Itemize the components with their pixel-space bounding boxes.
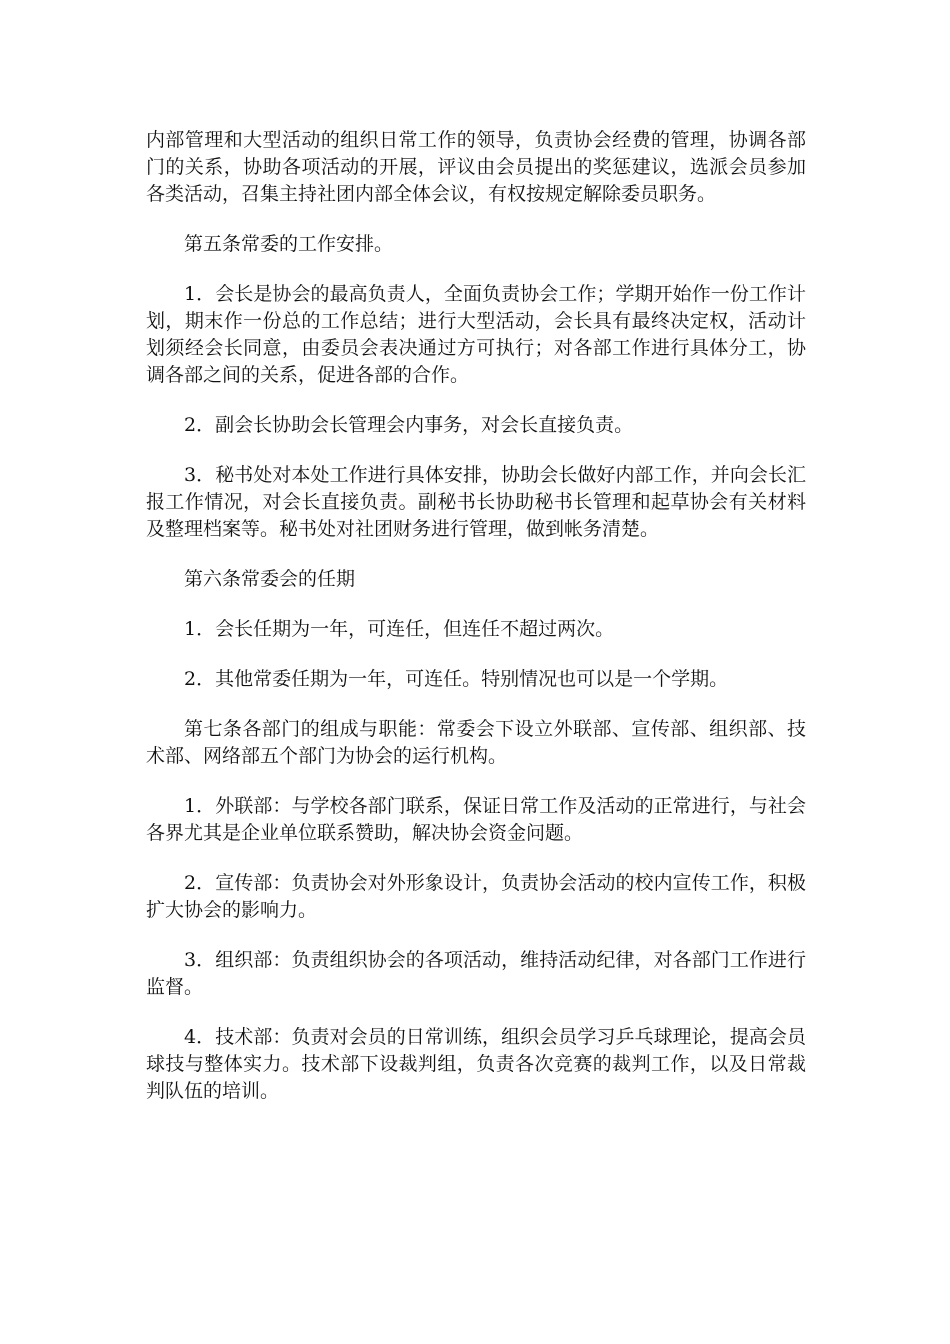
article-5-item-3: 3．秘书处对本处工作进行具体安排，协助会长做好内部工作，并向会长汇报工作情况，对会长直接负责。副秘书长协助秘书长管理和起草协会有关材料及整理档案等。秘书处对社团财务进行管理，做到帐务清楚。 <box>146 464 806 540</box>
article-7-item-3: 3．组织部：负责组织协会的各项活动，维持活动纪律，对各部门工作进行监督。 <box>146 949 806 998</box>
article-5-item-2: 2．副会长协助会长管理会内事务，对会长直接负责。 <box>184 414 634 436</box>
article-5-heading: 第五条常委的工作安排。 <box>184 233 394 255</box>
article-7-item-4: 4．技术部：负责对会员的日常训练，组织会员学习乒乓球理论，提高会员球技与整体实力。技术部下设裁判组，负责各次竞赛的裁判工作，以及日常裁判队伍的培训。 <box>146 1026 806 1102</box>
article-6-item-2: 2．其他常委任期为一年，可连任。特别情况也可以是一个学期。 <box>184 668 729 690</box>
article-6-heading: 第六条常委会的任期 <box>184 568 356 590</box>
article-5-item-1: 1．会长是协会的最高负责人，全面负责协会工作；学期开始作一份工作计划，期末作一份总的工作总结；进行大型活动，会长具有最终决定权，活动计划须经会长同意，由委员会表决通过方可执行；对各部工作进行具体分工，协调各部之间的关系，促进各部的合作。 <box>146 283 806 386</box>
document-body <box>146 127 806 1128</box>
article-7-item-2: 2．宣传部：负责协会对外形象设计，负责协会活动的校内宣传工作，积极扩大协会的影响力。 <box>146 872 806 921</box>
article-7-item-1: 1．外联部：与学校各部门联系，保证日常工作及活动的正常进行，与社会各界尤其是企业单位联系赞助，解决协会资金问题。 <box>146 795 806 844</box>
article-6-item-1: 1．会长任期为一年，可连任，但连任不超过两次。 <box>184 618 615 640</box>
article-7-heading: 第七条各部门的组成与职能：常委会下设立外联部、宣传部、组织部、技术部、网络部五个部门为协会的运行机构。 <box>146 718 806 767</box>
paragraph-continuation: 内部管理和大型活动的组织日常工作的领导，负责协会经费的管理，协调各部门的关系，协助各项活动的开展，评议由会员提出的奖惩建议，选派会员参加各类活动，召集主持社团内部全体会议，有权按规定解除委员职务。 <box>146 129 806 205</box>
